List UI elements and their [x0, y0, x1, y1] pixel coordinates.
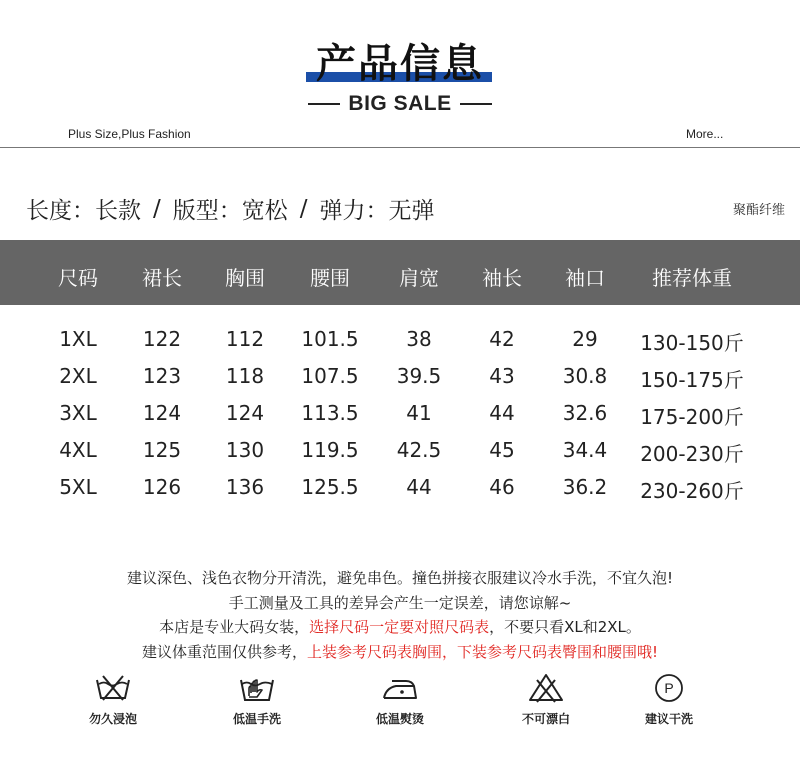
attr-separator: / [153, 195, 161, 222]
care-item [629, 672, 709, 727]
table-cell: 41 [406, 401, 432, 425]
table-cell: 101.5 [301, 327, 359, 351]
table-cell: 32.6 [562, 401, 608, 425]
care-item [506, 672, 586, 727]
table-cell: 39.5 [396, 364, 442, 388]
table-cell: 38 [406, 327, 432, 351]
note-highlight: 选择尺码一定要对照尺码表 [309, 618, 490, 636]
fit-attr: 版型：宽松 [172, 198, 288, 224]
table-cell: 130 [225, 438, 265, 462]
table-cell: 124 [142, 401, 182, 425]
table-cell: 230-260斤 [640, 479, 744, 503]
no-soak-icon [93, 672, 133, 704]
table-cell: 2XL [59, 364, 97, 388]
table-cell: 150-175斤 [640, 368, 744, 392]
length-attr: 长度：长款 [26, 198, 141, 224]
size-table-header [0, 240, 800, 305]
more-link[interactable]: More... [686, 127, 724, 141]
table-cell: 126 [142, 475, 182, 499]
care-label: 低温手洗 [232, 712, 281, 726]
table-cell: 175-200斤 [640, 405, 744, 429]
subtitle-row [0, 92, 800, 116]
table-cell: 113.5 [301, 401, 359, 425]
fabric-label: 聚酯纤维 [733, 203, 786, 218]
subtitle-right-line [460, 103, 492, 105]
note-line [0, 640, 800, 665]
table-cell: 5XL [59, 475, 97, 499]
care-label: 低温熨烫 [375, 712, 424, 726]
table-cell: 107.5 [301, 364, 359, 388]
attr-separator: / [299, 195, 308, 222]
table-cell: 1XL [59, 327, 97, 351]
page-title: 产品信息 [316, 41, 484, 87]
table-cell: 136 [225, 475, 265, 499]
table-cell: 45 [489, 438, 515, 462]
column-header: 推荐体重 [652, 266, 732, 290]
note-line [0, 615, 800, 640]
note-text: 建议体重范围仅供参考， [141, 642, 307, 661]
care-notes [0, 566, 800, 664]
column-header: 袖长 [482, 266, 522, 290]
table-cell: 3XL [59, 401, 97, 425]
table-cell: 130-150斤 [640, 331, 744, 355]
product-attributes [26, 192, 435, 225]
care-item [217, 672, 297, 727]
care-label: 建议干洗 [644, 712, 693, 726]
note-text: 本店是专业大码女装， [159, 618, 310, 636]
table-cell: 34.4 [562, 438, 608, 462]
dry-clean-icon [649, 672, 689, 704]
table-cell: 4XL [59, 438, 97, 462]
table-cell: 36.2 [562, 475, 608, 499]
column-header: 肩宽 [399, 266, 439, 290]
header-divider [0, 147, 800, 148]
column-header: 胸围 [225, 266, 265, 290]
note-line: 建议深色、浅色衣物分开清洗，避免串色。撞色拼接衣服建议冷水手洗，不宜久泡! [126, 569, 674, 587]
care-item [73, 672, 153, 727]
table-cell: 200-230斤 [640, 442, 744, 466]
care-item [360, 672, 440, 727]
subtitle-left-line [308, 103, 340, 105]
note-text: ，不要只看XL和2XL。 [489, 618, 641, 636]
care-label: 勿久浸泡 [88, 712, 137, 726]
table-cell: 29 [572, 327, 598, 351]
care-label: 不可漂白 [521, 712, 570, 726]
table-cell: 46 [489, 475, 515, 499]
table-cell: 125.5 [301, 475, 359, 499]
elasticity-attr: 弹力：无弹 [319, 198, 435, 224]
column-header: 腰围 [310, 266, 350, 290]
table-cell: 43 [489, 364, 515, 388]
table-cell: 119.5 [301, 438, 359, 462]
column-header: 尺码 [58, 266, 98, 290]
table-cell: 122 [142, 327, 182, 351]
svg-text:P: P [664, 680, 674, 696]
note-line: 手工测量及工具的差异会产生一定误差，请您谅解~ [228, 593, 572, 612]
low-temp-iron-icon [380, 672, 420, 704]
table-cell: 42 [489, 327, 515, 351]
table-cell: 123 [142, 364, 182, 388]
tagline: Plus Size,Plus Fashion [68, 127, 191, 141]
table-cell: 44 [489, 401, 515, 425]
column-header: 袖口 [565, 266, 605, 290]
table-cell: 30.8 [562, 364, 608, 388]
table-cell: 44 [406, 475, 432, 499]
column-header: 裙长 [142, 266, 182, 290]
table-cell: 118 [225, 364, 265, 388]
no-bleach-icon [526, 672, 566, 704]
hand-wash-icon [237, 672, 277, 704]
table-cell: 124 [225, 401, 265, 425]
table-cell: 125 [142, 438, 182, 462]
table-cell: 112 [225, 327, 265, 351]
table-cell: 42.5 [396, 438, 442, 462]
subtitle: BIG SALE [348, 92, 452, 115]
note-highlight: 上装参考尺码表胸围，下装参考尺码表臀围和腰围哦! [307, 642, 659, 661]
